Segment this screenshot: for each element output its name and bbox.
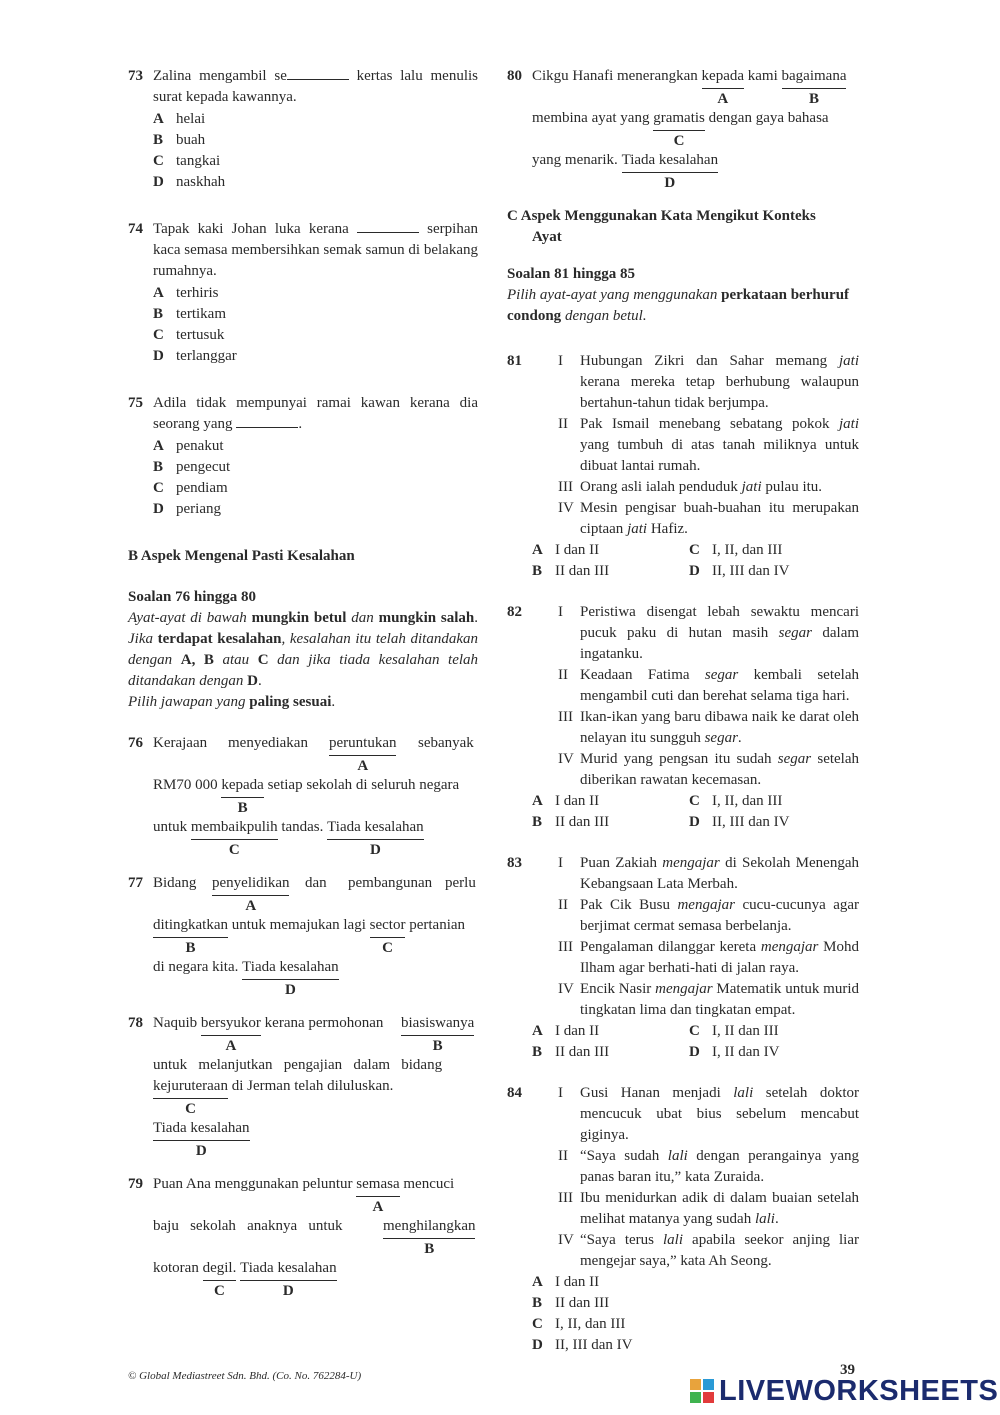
option-a[interactable]: A penakut bbox=[153, 438, 224, 454]
option-d[interactable]: D periang bbox=[153, 501, 221, 517]
choice-b[interactable]: biasiswanya B bbox=[401, 1015, 475, 1054]
statement-ii: II Keadaan Fatima segar kembali setelah mengambil cuti dan berehat selama tiga hari. bbox=[558, 667, 859, 704]
logo-square bbox=[690, 1392, 701, 1403]
liveworksheets-logo-icon bbox=[690, 1379, 714, 1403]
section-c-instructions: Pilih ayat-ayat yang menggunakan perkataan berhuruf condong dengan betul. bbox=[507, 287, 850, 324]
question-77 bbox=[128, 873, 478, 999]
choice-d[interactable]: Tiada kesalahan D bbox=[621, 152, 719, 191]
brand-name: LIVEWORKSHEETS bbox=[719, 1374, 999, 1407]
sentence-line: membina ayat yang gramatis C dengan gaya bahasa bbox=[532, 110, 829, 149]
statement-i: I Hubungan Zikri dan Sahar memang jati kerana mereka tetap berhubung walaupun bertahun-tahun tidak berjumpa. bbox=[558, 353, 859, 411]
question-number: 74 bbox=[128, 221, 143, 237]
question-81 bbox=[507, 351, 859, 582]
option-b[interactable]: B II dan III bbox=[532, 814, 610, 830]
answer-blank[interactable] bbox=[287, 67, 349, 80]
choice-c[interactable]: membaikpulih C bbox=[190, 819, 278, 858]
option-c[interactable]: C pendiam bbox=[153, 480, 228, 496]
option-a[interactable]: A helai bbox=[153, 111, 206, 127]
sentence-line: untuk melanjutkan pengajian dalam bidang bbox=[153, 1057, 443, 1073]
sentence-line: Puan Ana menggunakan peluntur semasa A mencuci bbox=[153, 1176, 455, 1215]
choice-b[interactable]: bagaimana B bbox=[781, 68, 847, 107]
statement-ii: II Pak Cik Busu mengajar cucu-cucunya agar berjimat cermat semasa berbelanja. bbox=[558, 897, 860, 934]
option-a[interactable]: A I dan II bbox=[532, 1274, 600, 1290]
question-number: 81 bbox=[507, 353, 522, 369]
statement-i: I Puan Zakiah mengajar di Sekolah Menengah Kebangsaan Lata Merbah. bbox=[558, 855, 859, 892]
question-83 bbox=[507, 853, 859, 1063]
page-number: 39 bbox=[840, 1362, 855, 1378]
choice-a[interactable]: bersyukor A bbox=[200, 1015, 261, 1054]
choice-b[interactable]: ditingkatkan B bbox=[153, 917, 228, 956]
question-stem: Zalina mengambil se kertas lalu menulis surat kepada kawannya. bbox=[153, 68, 479, 105]
option-c[interactable]: C I, II dan III bbox=[689, 1023, 779, 1039]
choice-a[interactable]: kepada A bbox=[701, 68, 745, 107]
choice-c[interactable]: kejuruteraan C bbox=[153, 1078, 228, 1117]
choice-d[interactable]: Tiada kesalahan D bbox=[153, 1120, 250, 1159]
question-75 bbox=[128, 393, 478, 520]
sentence-line: di negara kita. Tiada kesalahan D bbox=[153, 959, 339, 998]
section-c-range: Soalan 81 hingga 85 bbox=[507, 266, 635, 282]
option-c[interactable]: C I, II, dan III bbox=[689, 542, 783, 558]
answer-options bbox=[532, 540, 859, 582]
option-b[interactable]: B II dan III bbox=[532, 1044, 610, 1060]
question-78 bbox=[128, 1013, 478, 1160]
option-a[interactable]: A I dan II bbox=[532, 1023, 600, 1039]
statement-iii: III Ibu menidurkan adik di dalam buaian setelah melihat matanya yang sudah lali. bbox=[558, 1190, 859, 1227]
question-number: 78 bbox=[128, 1015, 143, 1031]
sentence-line: Kerajaan menyediakan peruntukan A sebanyak bbox=[153, 735, 474, 774]
answer-options bbox=[532, 791, 859, 833]
option-c[interactable]: C tangkai bbox=[153, 153, 221, 169]
option-c[interactable]: C tertusuk bbox=[153, 327, 225, 343]
sentence-line: Naquib bersyukor A kerana permohonan biasiswanya B bbox=[153, 1015, 475, 1054]
options bbox=[153, 283, 478, 367]
statement-iv: IV Mesin pengisar buah-buahan itu merupakan ciptaan jati Hafiz. bbox=[558, 500, 859, 537]
option-a[interactable]: A terhiris bbox=[153, 285, 219, 301]
logo-square bbox=[703, 1392, 714, 1403]
question-number: 82 bbox=[507, 604, 522, 620]
question-84 bbox=[507, 1083, 859, 1356]
statement-ii: II “Saya sudah lali dengan perangainya yang panas baran itu,” kata Zuraida. bbox=[558, 1148, 860, 1185]
option-d[interactable]: D terlanggar bbox=[153, 348, 237, 364]
sentence-line: yang menarik. Tiada kesalahan D bbox=[532, 152, 719, 191]
question-number: 76 bbox=[128, 735, 143, 751]
statement-iv: IV “Saya terus lali apabila seekor anjing liar mengejar saya,” kata Ah Seong. bbox=[558, 1232, 859, 1269]
question-79 bbox=[128, 1174, 478, 1300]
question-74 bbox=[128, 219, 478, 367]
option-a[interactable]: A I dan II bbox=[532, 542, 600, 558]
statement-iv: IV Murid yang pengsan itu sudah segar setelah diberikan rawatan kecemasan. bbox=[558, 751, 860, 788]
statement-iii: III Orang asli ialah penduduk jati pulau itu. bbox=[558, 479, 823, 495]
choice-c[interactable]: sector C bbox=[369, 917, 406, 956]
sentence-line: Bidang penyelidikan A dan pembangunan perlu bbox=[153, 875, 476, 914]
choice-d[interactable]: Tiada kesalahan D bbox=[327, 819, 424, 858]
choice-a[interactable]: penyelidikan A bbox=[212, 875, 290, 914]
option-d[interactable]: D II, III dan IV bbox=[689, 814, 790, 830]
question-stem: Tapak kaki Johan luka kerana serpihan kaca semasa membersihkan semak samun di belakang rumahnya. bbox=[153, 221, 478, 279]
answer-blank[interactable] bbox=[357, 220, 419, 233]
answer-options bbox=[532, 1272, 859, 1356]
liveworksheets-brand[interactable] bbox=[690, 1376, 998, 1406]
choice-b[interactable]: kepada B bbox=[221, 777, 264, 816]
sentence-line: baju sekolah anaknya untuk menghilangkan B bbox=[153, 1218, 476, 1257]
question-number: 75 bbox=[128, 395, 143, 411]
sentence-line: kotoran degil. C Tiada kesalahan D bbox=[153, 1260, 337, 1299]
sentence-line: RM70 000 kepada B setiap sekolah di seluruh negara bbox=[153, 777, 460, 816]
option-b[interactable]: B tertikam bbox=[153, 306, 226, 322]
choice-a[interactable]: semasa A bbox=[356, 1176, 400, 1215]
choice-d[interactable]: Tiada kesalahan D bbox=[242, 959, 339, 998]
answer-options bbox=[532, 1021, 859, 1063]
statement-iii: III Pengalaman dilanggar kereta mengajar Mohd Ilham agar berhati-hati di jalan raya. bbox=[558, 939, 859, 976]
copyright-notice: © Global Mediastreet Sdn. Bhd. (Co. No. 762284-U) bbox=[128, 1370, 362, 1382]
choice-a[interactable]: peruntukan A bbox=[329, 735, 397, 774]
statement-iv: IV Encik Nasir mengajar Matematik untuk murid tingkatan lima dan tingkatan empat. bbox=[558, 981, 860, 1018]
question-number: 73 bbox=[128, 68, 143, 84]
left-column bbox=[128, 66, 478, 1300]
choice-d[interactable]: Tiada kesalahan D bbox=[240, 1260, 337, 1299]
option-b[interactable]: B II dan III bbox=[532, 563, 610, 579]
choice-c[interactable]: gramatis C bbox=[653, 110, 705, 149]
sentence-line bbox=[153, 1118, 478, 1160]
question-76 bbox=[128, 733, 478, 859]
logo-square bbox=[690, 1379, 701, 1390]
option-b[interactable]: B II dan III bbox=[532, 1295, 610, 1311]
options bbox=[153, 436, 478, 520]
section-c-heading: C Aspek Menggunakan Kata Mengikut Konteks Ayat bbox=[507, 208, 816, 245]
answer-blank[interactable] bbox=[236, 415, 298, 428]
sentence-line: ditingkatkan B untuk memajukan lagi sector C pertanian bbox=[153, 917, 466, 956]
section-b-instructions: Ayat-ayat di bawah mungkin betul dan mungkin salah. Jika terdapat kesalahan, kesalahan itu telah ditandakan dengan A, B atau C dan jika tiada kesalahan telah ditandakan dengan D. Pilih jawapan yang paling sesuai. bbox=[128, 610, 479, 710]
question-82 bbox=[507, 602, 859, 833]
choice-b[interactable]: menghilangkan B bbox=[383, 1218, 476, 1257]
question-80 bbox=[507, 66, 859, 192]
section-b-heading: B Aspek Mengenal Pasti Kesalahan bbox=[128, 548, 355, 564]
option-d[interactable]: D I, II dan IV bbox=[689, 1044, 780, 1060]
question-number: 77 bbox=[128, 875, 143, 891]
option-d[interactable]: D II, III dan IV bbox=[532, 1337, 633, 1353]
statement-iii: III Ikan-ikan yang baru dibawa naik ke darat oleh nelayan itu sungguh segar. bbox=[558, 709, 859, 746]
option-a[interactable]: A I dan II bbox=[532, 793, 600, 809]
sentence-line: untuk membaikpulih C tandas. Tiada kesalahan D bbox=[153, 819, 424, 858]
option-c[interactable]: C I, II, dan III bbox=[532, 1316, 626, 1332]
question-73 bbox=[128, 66, 478, 193]
section-b-range: Soalan 76 hingga 80 bbox=[128, 589, 256, 605]
option-b[interactable]: B pengecut bbox=[153, 459, 231, 475]
options bbox=[153, 109, 478, 193]
choice-c[interactable]: degil. C bbox=[202, 1260, 237, 1299]
statement-i: I Gusi Hanan menjadi lali setelah doktor mencucuk ubat bius sebelum mencabut giginya. bbox=[558, 1085, 860, 1143]
statement-i: I Peristiwa disengat lebah sewaktu mencari pucuk paku di hutan masih segar dalam ingatanku. bbox=[558, 604, 860, 662]
question-number: 80 bbox=[507, 68, 522, 84]
statement-ii: II Pak Ismail menebang sebatang pokok jati yang tumbuh di atas tanah miliknya untuk dibuat lantai rumah. bbox=[558, 416, 859, 474]
sentence-line: Cikgu Hanafi menerangkan kepada A kami bagaimana B bbox=[532, 68, 847, 107]
right-column bbox=[507, 66, 859, 1356]
question-number: 79 bbox=[128, 1176, 143, 1192]
option-d[interactable]: D naskhah bbox=[153, 174, 226, 190]
question-number: 83 bbox=[507, 855, 522, 871]
option-c[interactable]: C I, II, dan III bbox=[689, 793, 783, 809]
option-b[interactable]: B buah bbox=[153, 132, 206, 148]
question-stem: Adila tidak mempunyai ramai kawan kerana dia seorang yang . bbox=[153, 395, 478, 432]
logo-square bbox=[703, 1379, 714, 1390]
option-d[interactable]: D II, III dan IV bbox=[689, 563, 790, 579]
sentence-line: kejuruteraan C di Jerman telah diluluskan. bbox=[153, 1078, 394, 1117]
question-number: 84 bbox=[507, 1085, 522, 1101]
